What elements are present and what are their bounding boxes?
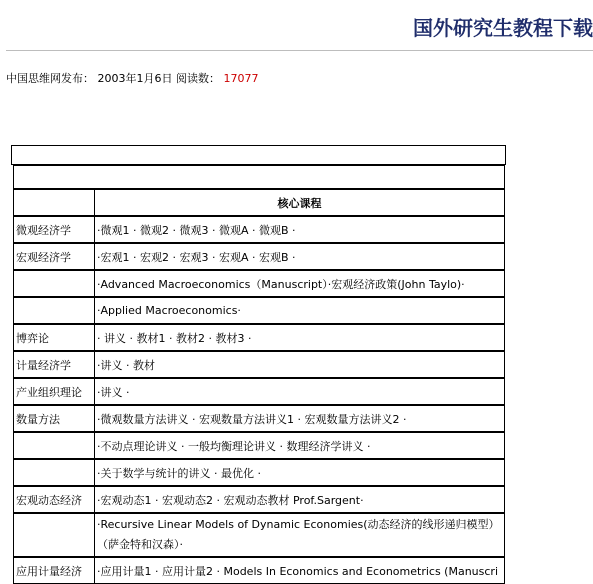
row-category: 产业组织理论	[14, 378, 95, 405]
table-row	[14, 351, 504, 378]
row-links[interactable]: ·讲义 ·	[95, 378, 504, 405]
row-category: 宏观经济学	[14, 243, 95, 270]
row-links[interactable]: ·不动点理论讲义 · 一般均衡理论讲义 · 数理经济学讲义 ·	[95, 432, 504, 459]
row-category: 宏观动态经济	[14, 486, 95, 513]
row-category: 微观经济学	[14, 216, 95, 243]
table-row	[14, 378, 504, 405]
row-category	[14, 297, 95, 324]
row-links[interactable]: ·关于数学与统计的讲义 · 最优化 ·	[95, 459, 504, 486]
row-category: 数量方法	[14, 405, 95, 432]
table-row	[14, 513, 504, 557]
table-row	[14, 243, 504, 270]
course-table	[13, 165, 505, 584]
table-row	[14, 216, 504, 243]
row-links[interactable]: ·讲义 · 教材	[95, 351, 504, 378]
row-links[interactable]: ·宏观动态1 · 宏观动态2 · 宏观动态教材 Prof.Sargent·	[95, 486, 504, 513]
row-category: 博弈论	[14, 324, 95, 351]
table-row	[14, 270, 504, 297]
publisher-label: 中国思维网发布：	[6, 72, 94, 85]
row-category: 计量经济学	[14, 351, 95, 378]
publish-date: 2003年1月6日	[97, 72, 173, 85]
row-links[interactable]: · 讲义 · 教材1 · 教材2 · 教材3 ·	[95, 324, 504, 351]
reads-label: 阅读数：	[176, 72, 220, 85]
row-category	[14, 513, 95, 557]
article-meta	[6, 70, 259, 86]
row-category: 应用计量经济	[14, 557, 95, 584]
table-row	[14, 486, 504, 513]
row-links[interactable]: ·Applied Macroeconomics·	[95, 297, 504, 324]
table-row	[14, 432, 504, 459]
reads-count: 17077	[223, 72, 259, 85]
row-category	[14, 432, 95, 459]
divider	[6, 50, 593, 51]
table-header-row	[14, 189, 504, 216]
table-row	[14, 459, 504, 486]
row-links[interactable]: ·微观数量方法讲义 · 宏观数量方法讲义1 · 宏观数量方法讲义2 ·	[95, 405, 504, 432]
table-spacer-row	[14, 165, 504, 189]
row-links[interactable]: ·应用计量1 · 应用计量2 · Models In Economics and Econometrics (Manuscri	[95, 557, 504, 584]
page-title: 国外研究生教程下载	[413, 16, 593, 40]
row-links[interactable]: ·宏观1 · 宏观2 · 宏观3 · 宏观A · 宏观B ·	[95, 243, 504, 270]
table-frame-top	[11, 145, 506, 165]
table-row	[14, 557, 504, 584]
row-links[interactable]: ·Recursive Linear Models of Dynamic Economies(动态经济的线形递归模型）（萨金特和汉森）·	[95, 513, 504, 557]
row-links[interactable]: ·Advanced Macroeconomics（Manuscript）·宏观经济政策(John Taylo)·	[95, 270, 504, 297]
row-category	[14, 459, 95, 486]
table-row	[14, 297, 504, 324]
row-category	[14, 270, 95, 297]
table-header: 核心课程	[95, 189, 504, 216]
course-table-container	[11, 145, 506, 584]
row-links[interactable]: ·微观1 · 微观2 · 微观3 · 微观A · 微观B ·	[95, 216, 504, 243]
table-row	[14, 324, 504, 351]
table-row	[14, 405, 504, 432]
